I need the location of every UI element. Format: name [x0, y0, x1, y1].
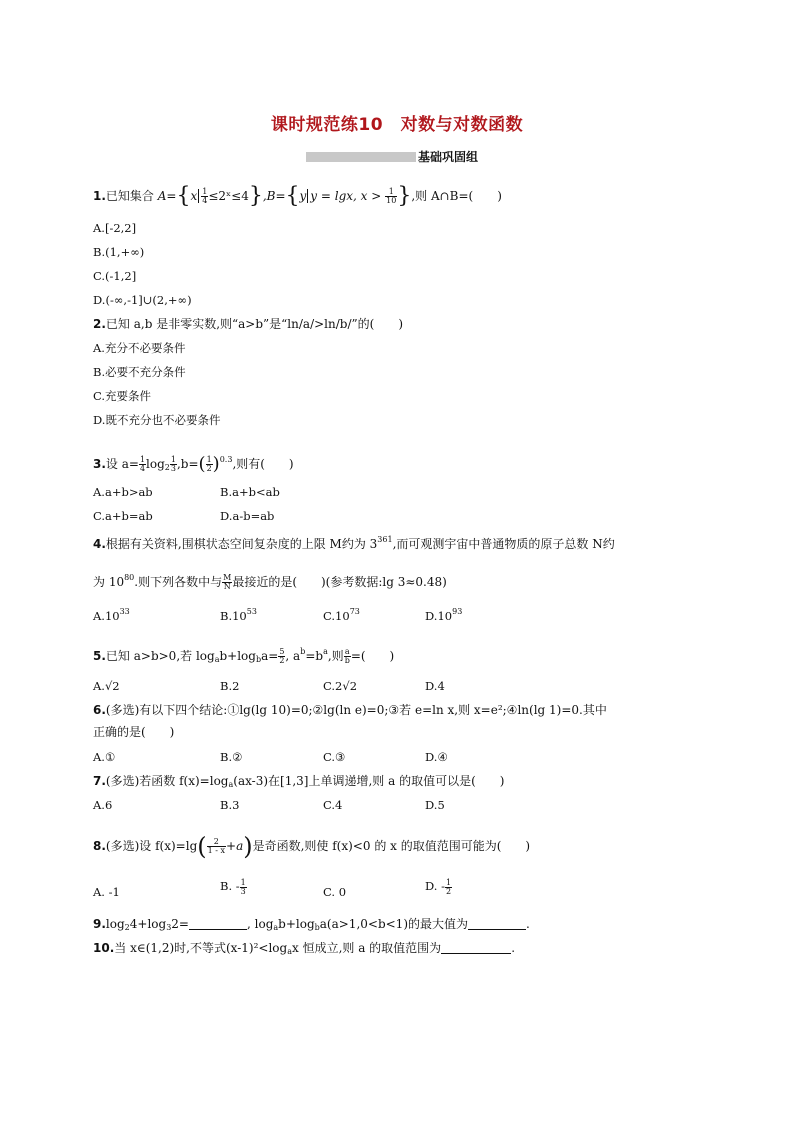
section-bar [306, 152, 416, 162]
option-b: B.2 [220, 679, 240, 693]
fraction: $\frac{1}{4}$ [139, 455, 146, 473]
fraction: $\frac{1}{3}$ [170, 455, 176, 473]
question-number: 1. [93, 189, 106, 203]
option-c: C. 0 [323, 885, 347, 899]
fraction: $\frac{1}{10}$ [386, 187, 397, 205]
option-b: B.必要不充分条件 [93, 365, 186, 379]
option-c: C.③ [323, 750, 346, 764]
question-10: 10.当 x∈(1,2)时,不等式$(x-1)^2<\log_ax$ 恒成立,则 a 的取值范围为 . [93, 941, 516, 956]
option-b: B. - $\frac{1}{3}$ [220, 877, 246, 896]
question-number: 3. [93, 457, 106, 471]
option-d: D.5 [425, 798, 445, 812]
answer-blank[interactable] [189, 929, 247, 930]
option-b: B.② [220, 750, 243, 764]
answer-blank[interactable] [441, 953, 511, 954]
fraction: $\frac{1}{4}$ [202, 187, 208, 205]
option-d: D.(-∞,-1]∪(2,+∞) [93, 293, 192, 307]
option-d: D.④ [425, 750, 448, 764]
question-4: 4.根据有关资料,围棋状态空间复杂度的上限 M约为 $3^{361}$,而可观测宇宙中普通物质的原子总数 N约 [93, 535, 615, 551]
option-b: B.3 [220, 798, 240, 812]
option-c: C.(-1,2] [93, 269, 137, 283]
option-b: B.(1,+∞) [93, 245, 145, 259]
option-c: C.2√2 [323, 679, 358, 693]
option-a: A.√2 [93, 679, 120, 693]
question-8: 8.(多选)设 f(x)=lg( $\frac{2}{1 - x}$ +a)是奇函数,则使 f(x)<0 的 x 的取值范围可能为( ) [93, 832, 531, 861]
option-a: A.[-2,2] [93, 221, 137, 235]
option-d: D.既不充分也不必要条件 [93, 413, 221, 427]
option-a: A. -1 [93, 885, 120, 899]
option-b: $B.10^{53}$ [220, 607, 257, 623]
question-1: 1.已知集合 A={x $\frac{1}{4}$ ≤2ˣ≤4},B={y y = lgx, x > $\frac{1}{10}$ },则 A∩B=( ) [93, 183, 502, 209]
option-c: C.4 [323, 798, 343, 812]
option-a: A.a+b>ab [93, 485, 153, 499]
fraction: $\frac{5}{2}$ [279, 647, 285, 665]
fraction: $\frac{M}{N}$ [223, 573, 232, 591]
fraction: $\frac{2}{1 - x}$ [207, 837, 226, 855]
option-d: D.4 [425, 679, 445, 693]
option-a: A.充分不必要条件 [93, 341, 186, 355]
option-c: C.充要条件 [93, 389, 152, 403]
fraction: $\frac{a}{b}$ [344, 647, 350, 665]
question-number: 5. [93, 649, 106, 663]
question-4-cont: 为 $10^{80}$.则下列各数中与 $\frac{M}{N}$ 最接近的是( )(参考数据:lg 3≈0.48) [93, 573, 447, 591]
question-number: 6. [93, 703, 106, 717]
option-d: D.a-b=ab [220, 509, 275, 523]
fraction: $\frac{1}{2}$ [206, 455, 212, 473]
option-d: D. - $\frac{1}{2}$ [425, 877, 452, 896]
question-6-cont: 正确的是( ) [93, 725, 175, 739]
question-number: 9. [93, 917, 106, 931]
question-2: 2.已知 a,b 是非零实数,则“a>b”是“ln/a/>ln/b/”的( ) [93, 317, 404, 331]
question-7: 7.(多选)若函数 $f(x)=\log_a(ax-3)$在[1,3]上单调递增,则 a 的取值可以是( ) [93, 774, 505, 789]
option-c: C.a+b=ab [93, 509, 153, 523]
question-9: $9.\log_24+\log_32=$ , $\log_ab+\log_ba(a>1,0<b<1)$的最大值为 . [93, 917, 530, 932]
option-b: B.a+b<ab [220, 485, 280, 499]
question-6: 6.(多选)有以下四个结论:①lg(lg 10)=0;②lg(ln e)=0;③若 e=ln x,则 x=e²;④ln(lg 1)=0.其中 [93, 703, 607, 717]
option-a: A.6 [93, 798, 113, 812]
question-number: 4. [93, 537, 106, 551]
question-number: 7. [93, 774, 106, 788]
option-d: $D.10^{93}$ [425, 607, 463, 623]
question-number: 8. [93, 839, 106, 853]
section-label: 基础巩固组 [418, 150, 479, 164]
section-header [306, 148, 478, 162]
question-number: 10. [93, 941, 115, 955]
option-a: A.① [93, 750, 116, 764]
question-3: 3.设 a= $\frac{1}{4}$ $\log_2$ $\frac{1}{3}$ ,b=( $\frac{1}{2}$ )$^{0.3}$,则有( ) [93, 453, 294, 475]
option-c: $C.10^{73}$ [323, 607, 360, 623]
page-title: 课时规范练10 对数与对数函数 [270, 115, 524, 135]
fraction: $\frac{1}{2}$ [446, 877, 452, 896]
answer-blank[interactable] [468, 929, 526, 930]
fraction: $\frac{1}{3}$ [240, 877, 246, 896]
question-number: 2. [93, 317, 106, 331]
question-5: 5.已知 a>b>0,若 $\log_ab+\log_ba=$ $\frac{5}{2}$ , $a^b=b^a$,则 $\frac{a}{b}$ =( ) [93, 647, 395, 665]
option-a: $A.10^{33}$ [93, 607, 130, 623]
